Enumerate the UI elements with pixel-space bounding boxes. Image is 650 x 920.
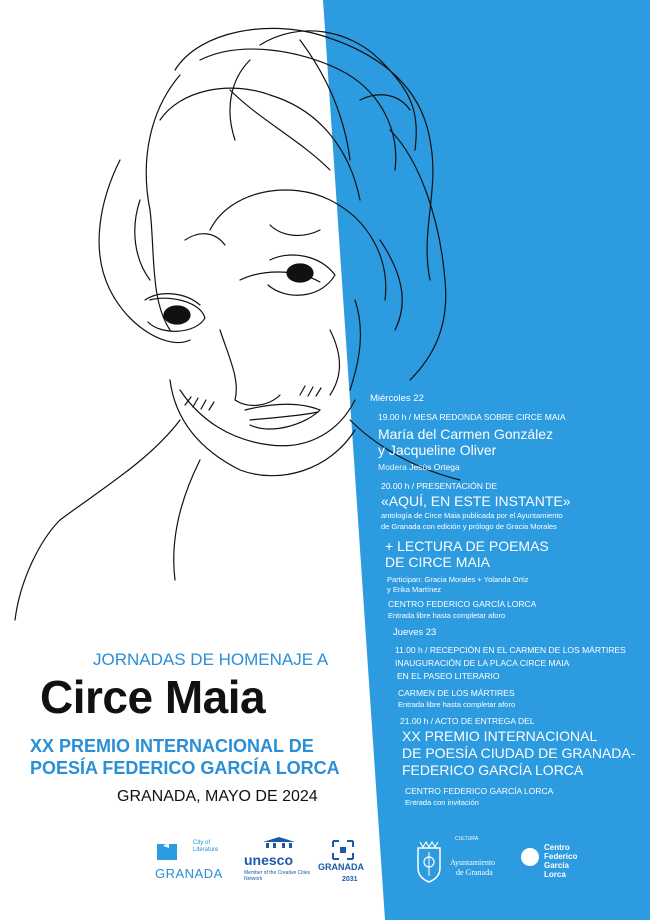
event-time: 21.00 h / <box>400 716 434 726</box>
unesco-word: unesco <box>244 852 294 868</box>
venue-2: CARMEN DE LOS MÁRTIRES <box>398 688 515 698</box>
day2-event1-time <box>395 645 626 655</box>
moderator-label: Modera <box>378 462 407 472</box>
book-title: «AQUÍ, EN ESTE INSTANTE» <box>381 493 571 509</box>
centro-line-3: García <box>544 861 569 870</box>
event-time: 20.00 h / <box>381 481 415 491</box>
speaker-line-1: María del Carmen González <box>378 426 554 442</box>
participants-line-2: y Erika Martínez <box>387 585 442 594</box>
venue-3: CENTRO FEDERICO GARCÍA LORCA <box>405 786 554 796</box>
city-lit-granada: GRANADA <box>155 866 223 881</box>
entry-2: Entrada libre hasta completar aforo <box>398 700 516 709</box>
centro-line-4: Lorca <box>544 870 566 879</box>
honoree-name: Circe Maia <box>40 671 266 723</box>
speaker-line-2: y Jacqueline Oliver <box>378 442 497 458</box>
event-type: RECEPCIÓN EN EL CARMEN DE LOS MÁRTIRES <box>429 645 626 655</box>
plaque-line: INAUGURACIÓN DE LA PLACA CIRCE MAIA <box>395 658 570 668</box>
moderator-line <box>378 462 460 472</box>
reading-line-2: DE CIRCE MAIA <box>385 554 491 570</box>
day1-event1-time <box>378 412 566 422</box>
capital-granada: GRANADA <box>318 862 364 872</box>
day1-event2-time <box>381 481 497 491</box>
reading-line-1: + LECTURA DE POEMAS <box>385 538 549 554</box>
entry-3: Entrada con invitación <box>405 798 479 807</box>
place-date: GRANADA, MAYO DE 2024 <box>117 788 318 805</box>
centro-line-1: Centro <box>544 843 570 852</box>
event-type: ACTO DE ENTREGA DEL <box>435 716 535 726</box>
venue-1: CENTRO FEDERICO GARCÍA LORCA <box>388 599 537 609</box>
prize-title-1: XX PREMIO INTERNACIONAL <box>402 728 598 744</box>
event-type: PRESENTACIÓN DE <box>416 481 498 491</box>
city-lit-small: City of Literature <box>193 840 219 853</box>
kicker-title: JORNADAS DE HOMENAJE A <box>93 650 329 669</box>
ayuntamiento-logo <box>412 840 512 890</box>
prize-title-2: DE POESÍA CIUDAD DE GRANADA- <box>402 745 636 761</box>
event-time: 11.00 h / <box>395 645 428 655</box>
prize-line-1: XX PREMIO INTERNACIONAL DE <box>30 736 314 756</box>
day2-label: Jueves 23 <box>393 627 437 638</box>
capital-year: 2031 <box>342 876 358 883</box>
ayto-line-2: de Granada <box>456 868 493 877</box>
day2-event2-time <box>400 716 535 726</box>
paseo-line: EN EL PASEO LITERARIO <box>397 671 500 681</box>
circle-mark-icon <box>520 847 540 867</box>
book-desc-2: de Granada con edición y prólogo de Gracia Morales <box>381 522 557 531</box>
participants-names: Gracia Morales + Yolanda Ortiz <box>424 575 529 584</box>
granada-2031-logo <box>318 840 368 888</box>
moderator-name: Jesús Ortega <box>409 462 460 472</box>
ayto-line-1: Ayuntamiento <box>450 858 496 867</box>
coat-of-arms-icon <box>412 840 446 884</box>
centro-lorca-logo <box>520 843 590 885</box>
centro-line-2: Federico <box>544 852 578 861</box>
participants-line-1 <box>387 575 529 584</box>
prize-title-3: FEDERICO GARCÍA LORCA <box>402 762 584 778</box>
day1-label: Miércoles 22 <box>370 393 424 404</box>
unesco-logo <box>244 836 314 886</box>
prize-line-2: POESÍA FEDERICO GARCÍA LORCA <box>30 758 340 778</box>
event-time: 19.00 h / <box>378 412 412 422</box>
entry-1: Entrada libre hasta completar aforo <box>388 611 506 620</box>
capital-mark-icon <box>332 840 354 860</box>
participants-label: Participan: <box>387 575 423 584</box>
unesco-sub: Member of the Creative Cities Network <box>244 870 311 882</box>
cultura-tag: CULTURA <box>455 836 479 842</box>
city-of-literature-logo <box>155 840 230 885</box>
temple-icon <box>261 836 297 850</box>
book-desc-1: antología de Circe Maia publicada por el Ayuntamiento <box>381 511 563 520</box>
book-icon <box>155 840 181 862</box>
event-type: MESA REDONDA SOBRE CIRCE MAIA <box>413 412 566 422</box>
